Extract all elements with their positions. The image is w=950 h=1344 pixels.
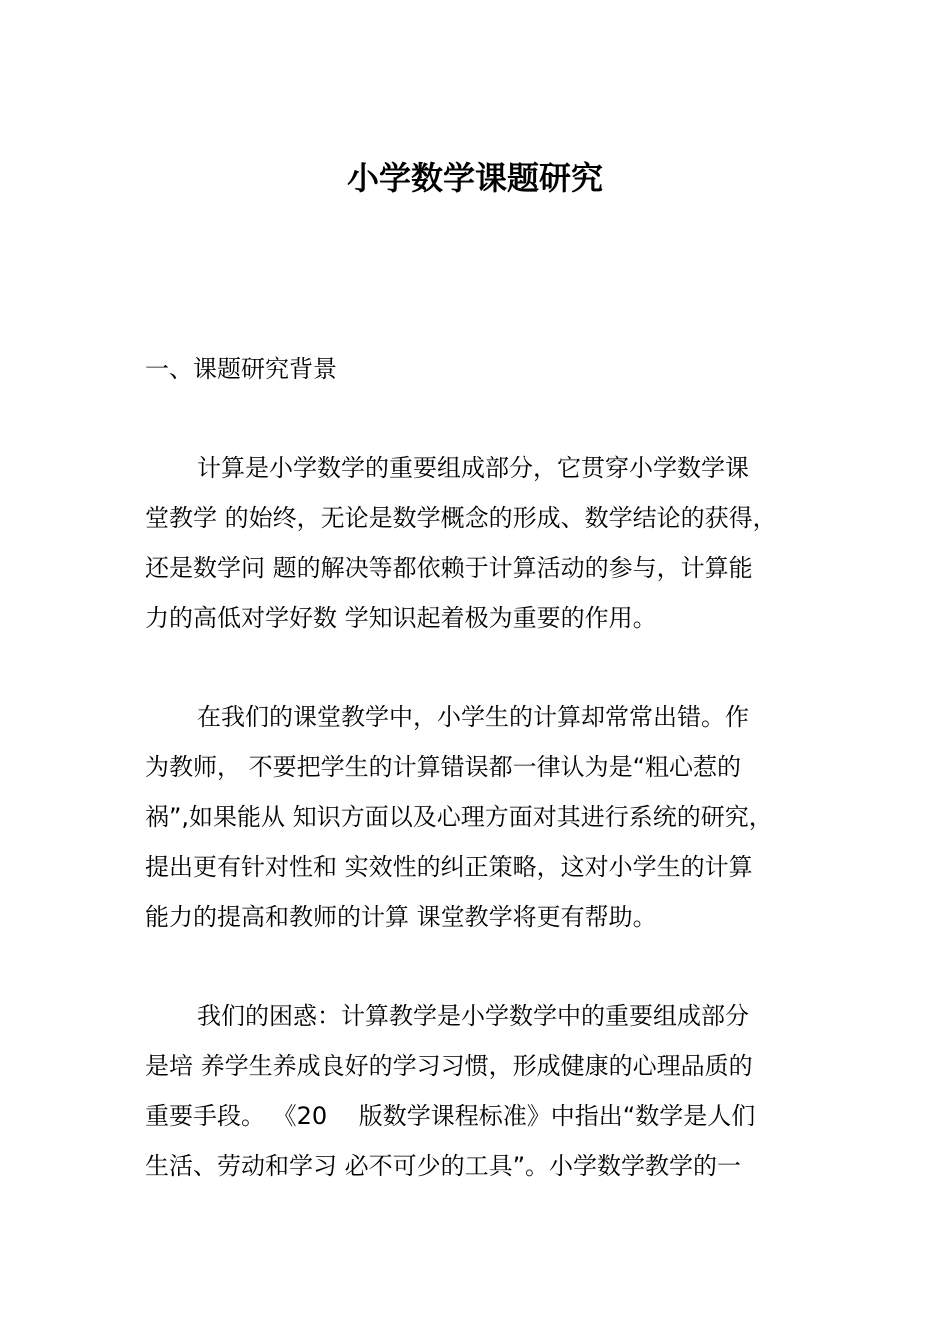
paragraph-line: 为教师， 不要把学生的计算错误都一律认为是“粗心惹的 bbox=[145, 753, 742, 781]
paragraph-line: 堂教学 的始终，无论是数学概念的形成、数学结论的获得， bbox=[145, 504, 777, 532]
section-heading: 一、课题研究背景 bbox=[145, 355, 337, 383]
paragraph-1 bbox=[145, 443, 845, 643]
paragraph-line: 在我们的课堂教学中，小学生的计算却常常出错。作 bbox=[197, 703, 749, 731]
paragraph-line: 力的高低对学好数 学知识起着极为重要的作用。 bbox=[145, 604, 657, 632]
paragraph-2 bbox=[145, 692, 845, 942]
document-title: 小学数学课题研究 bbox=[346, 159, 603, 197]
paragraph-line: 能力的提高和教师的计算 课堂教学将更有帮助。 bbox=[145, 903, 657, 931]
paragraph-line: 祸”,如果能从 知识方面以及心理方面对其进行系统的研究， bbox=[145, 803, 773, 831]
paragraph-line: 重要手段。 《20 版数学课程标准》中指出“数学是人们 bbox=[145, 1102, 756, 1130]
paragraph-3 bbox=[145, 991, 845, 1191]
paragraph-line: 是培 养学生养成良好的学习习惯，形成健康的心理品质的 bbox=[145, 1052, 753, 1080]
paragraph-line: 生活、劳动和学习 必不可少的工具”。小学数学教学的一 bbox=[145, 1152, 742, 1180]
paragraph-line: 提出更有针对性和 实效性的纠正策略，这对小学生的计算 bbox=[145, 853, 753, 881]
paragraph-line: 我们的困惑：计算教学是小学数学中的重要组成部分 bbox=[197, 1002, 749, 1030]
paragraph-line: 计算是小学数学的重要组成部分，它贯穿小学数学课 bbox=[197, 454, 749, 482]
paragraph-line: 还是数学问 题的解决等都依赖于计算活动的参与，计算能 bbox=[145, 554, 753, 582]
